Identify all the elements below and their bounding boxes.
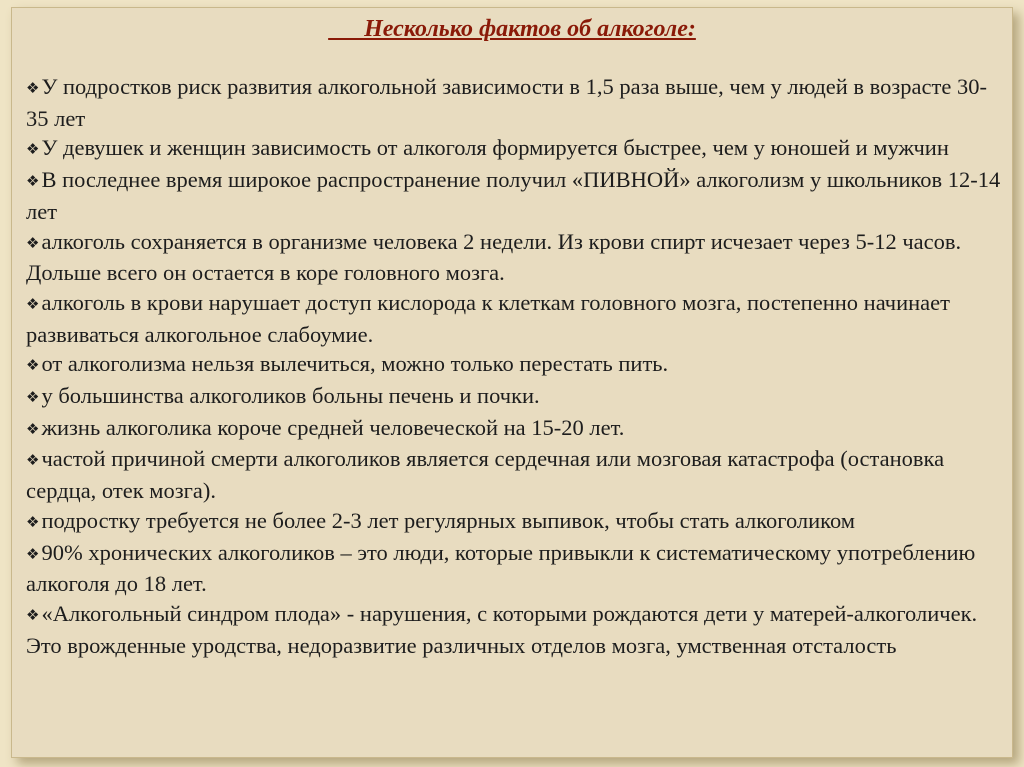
fact-item xyxy=(26,72,1004,133)
fact-text: у большинства алкоголиков больны печень и почки. xyxy=(41,383,540,409)
fact-text: подростку требуется не более 2-3 лет регулярных выпивок, чтобы стать алкоголиком xyxy=(41,507,856,533)
fact-item xyxy=(26,349,1004,381)
four-diamond-bullet-icon: ❖ xyxy=(26,419,40,438)
fact-text: «Алкогольный синдром плода» - нарушения, с которыми рождаются дети у матерей-алкоголичек. Это врожденные уродства, недоразвитие различных отделов мозга, умственная отсталость xyxy=(26,600,978,658)
content-panel xyxy=(11,7,1013,758)
fact-text: частой причиной смерти алкоголиков является сердечная или мозговая катастрофа (остановка сердца, отек мозга). xyxy=(26,446,945,504)
fact-item xyxy=(26,165,1004,226)
four-diamond-bullet-icon: ❖ xyxy=(26,451,40,470)
fact-item xyxy=(26,133,1004,165)
four-diamond-bullet-icon: ❖ xyxy=(26,172,40,191)
fact-text: У девушек и женщин зависимость от алкоголя формируется быстрее, чем у юношей и мужчин xyxy=(41,135,949,161)
facts-list xyxy=(26,72,1004,660)
four-diamond-bullet-icon: ❖ xyxy=(26,233,40,252)
fact-item xyxy=(26,227,1004,288)
fact-text: алкоголь в крови нарушает доступ кислорода к клеткам головного мозга, постепенно начинает развиваться алкогольное слабоумие. xyxy=(26,289,950,347)
fact-item xyxy=(26,599,1004,660)
four-diamond-bullet-icon: ❖ xyxy=(26,356,40,375)
fact-text: жизнь алкоголика короче средней человеческой на 15-20 лет. xyxy=(41,414,625,440)
fact-item xyxy=(26,538,1004,599)
four-diamond-bullet-icon: ❖ xyxy=(26,294,40,313)
fact-item xyxy=(26,506,1004,538)
four-diamond-bullet-icon: ❖ xyxy=(26,388,40,407)
four-diamond-bullet-icon: ❖ xyxy=(26,544,40,563)
fact-text: алкоголь сохраняется в организме человека 2 недели. Из крови спирт исчезает через 5-12 часов. Дольше всего он остается в коре головного мозга. xyxy=(26,228,962,286)
four-diamond-bullet-icon: ❖ xyxy=(26,79,40,97)
four-diamond-bullet-icon: ❖ xyxy=(26,140,40,159)
fact-item xyxy=(26,288,1004,349)
fact-text: В последнее время широкое распространение получил «ПИВНОЙ» алкоголизм у школьников 12-14 лет xyxy=(26,167,1001,224)
fact-item xyxy=(26,413,1004,445)
slide-title: Несколько фактов об алкоголе: xyxy=(328,16,696,42)
fact-text: У подростков риск развития алкогольной зависимости в 1,5 раза выше, чем у людей в возрасте 30-35 лет xyxy=(26,74,987,131)
fact-item xyxy=(26,444,1004,505)
four-diamond-bullet-icon: ❖ xyxy=(26,605,40,624)
four-diamond-bullet-icon: ❖ xyxy=(26,512,40,531)
fact-text: от алкоголизма нельзя вылечиться, можно только перестать пить. xyxy=(41,351,669,377)
fact-item xyxy=(26,381,1004,413)
fact-text: 90% хронических алкоголиков – это люди, которые привыкли к систематическому употреблению алкоголя до 18 лет. xyxy=(26,539,976,597)
